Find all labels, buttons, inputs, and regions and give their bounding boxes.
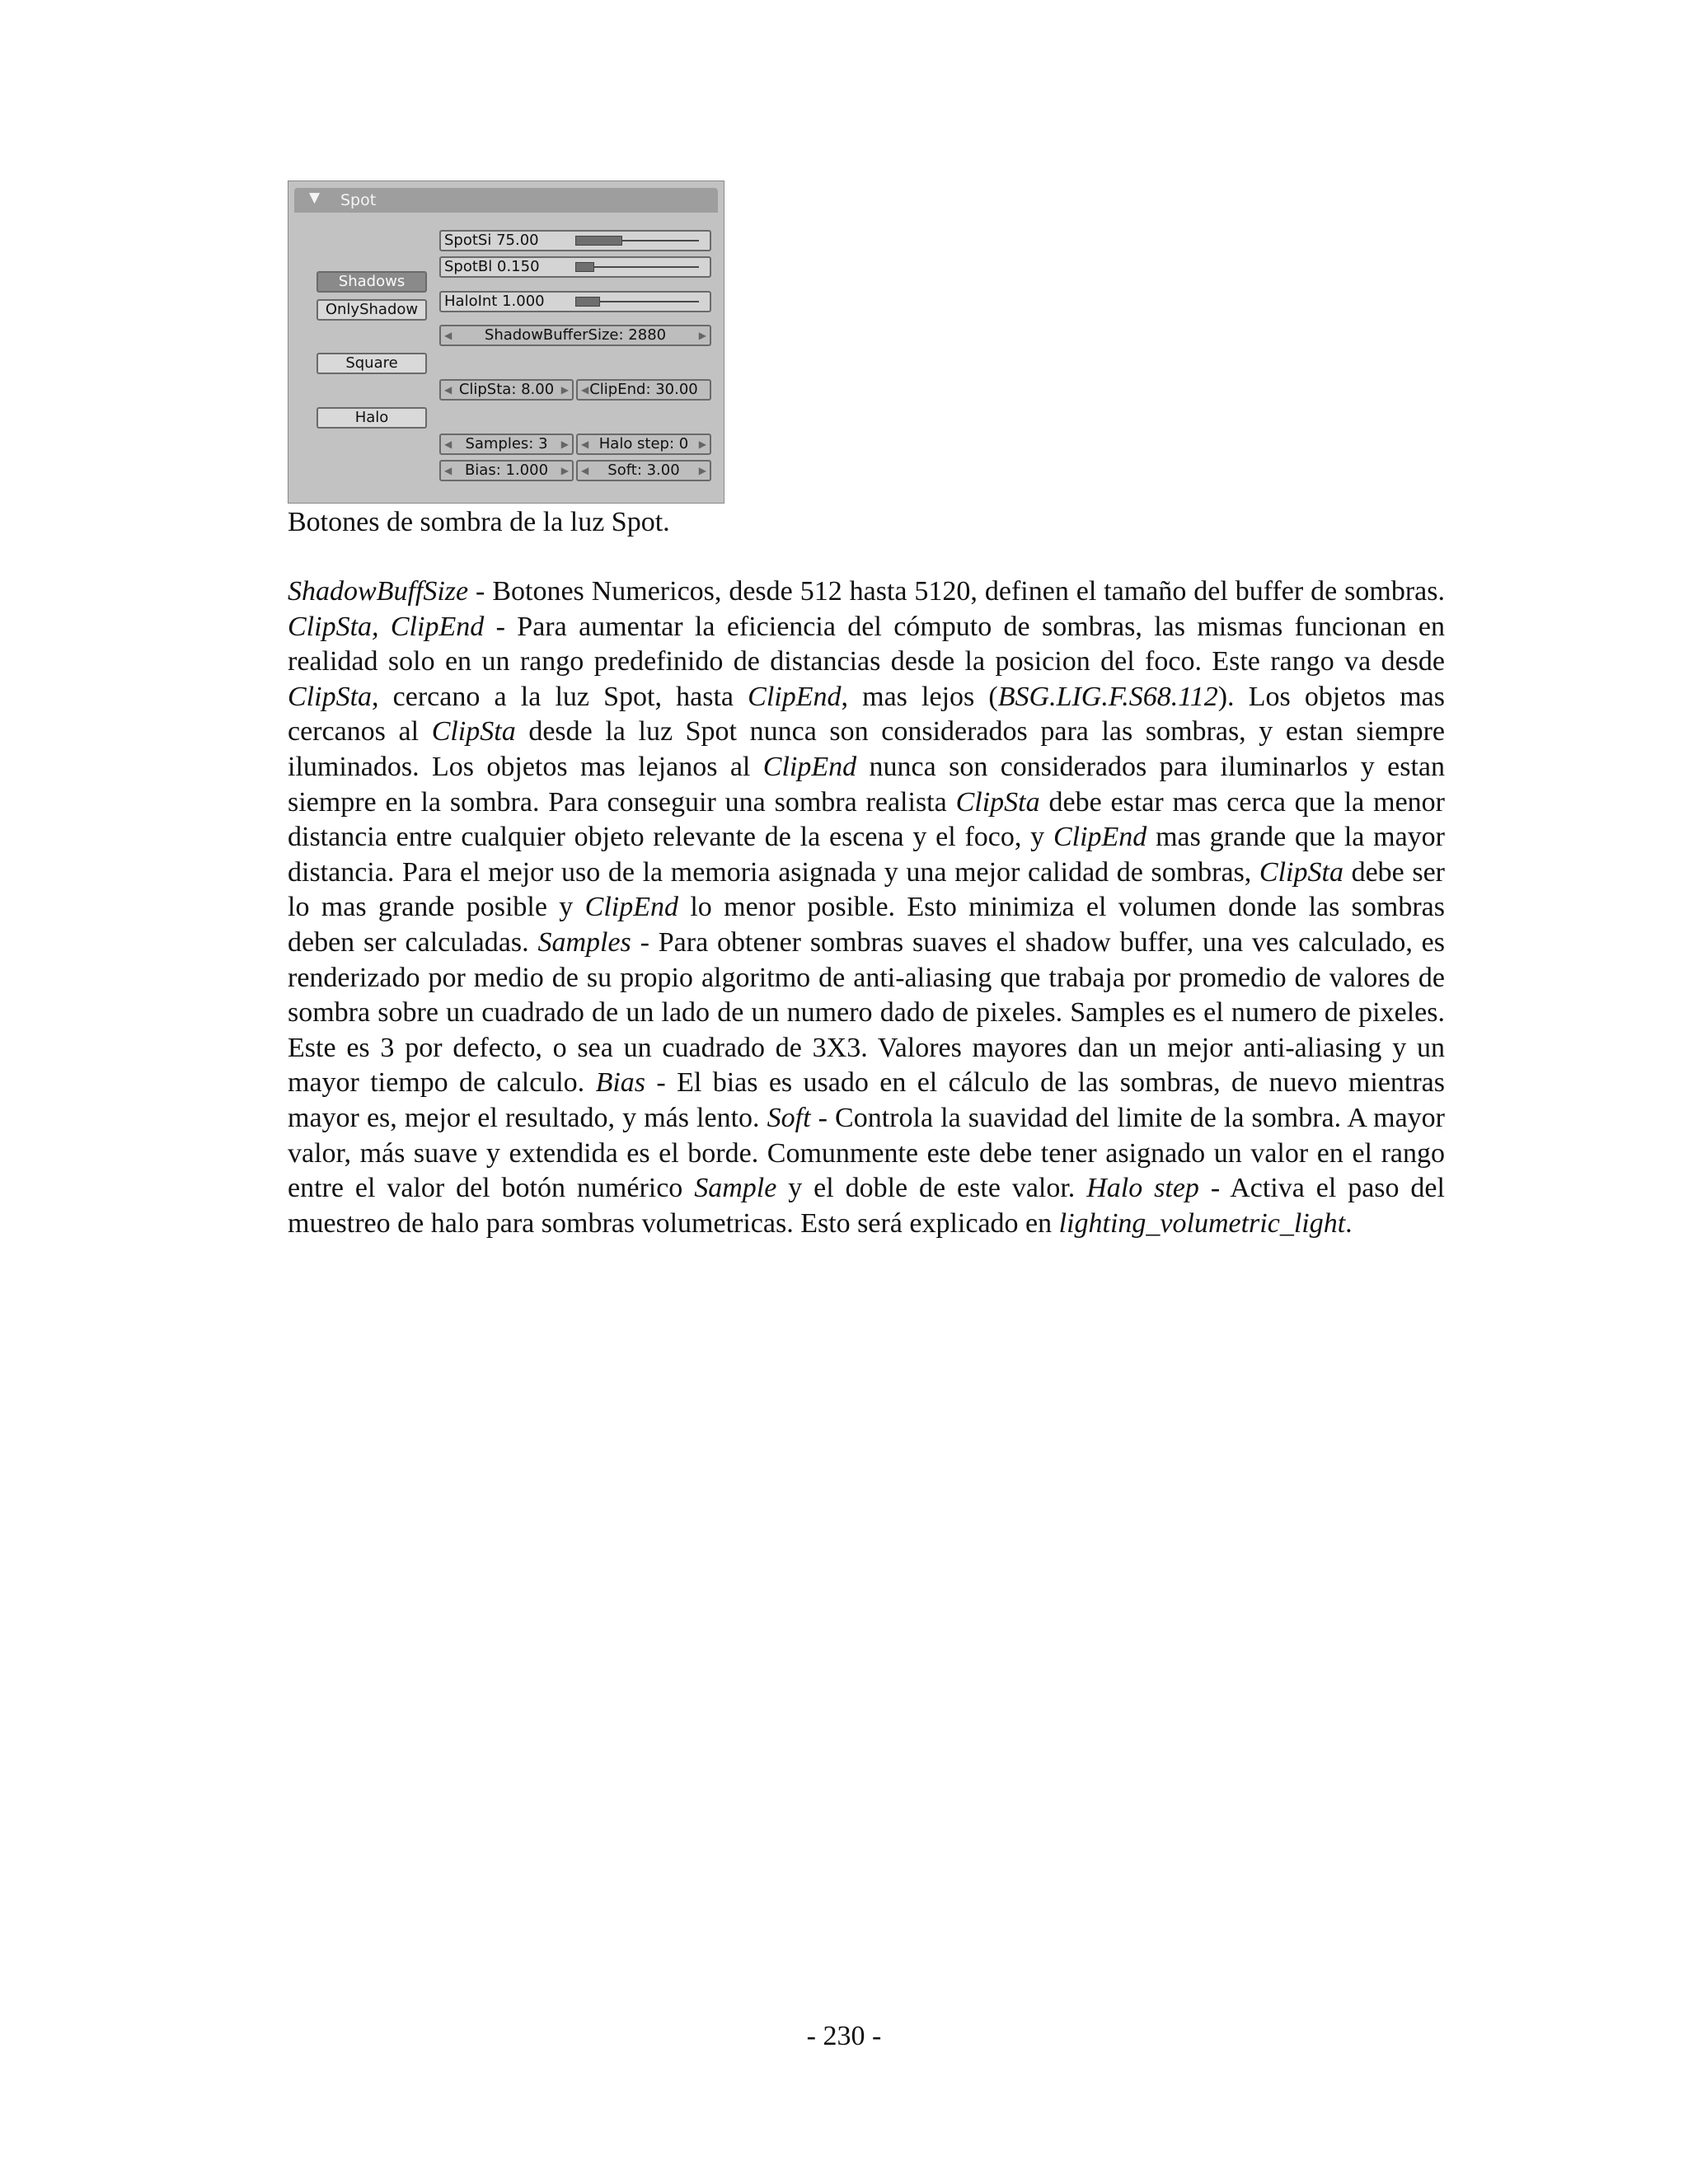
text-run: ). Los objetos mas cercanos al [288,681,1445,748]
text-run: - Para obtener sombras suaves el shadow buffer, una ves calculado, es renderizado por medio de su propio algoritmo de anti-aliasing que trabaja por promedio de valores de sombra sobre un cuadrado de un lado de un numero dado de pixeles. Samples es el numero de pixeles. Este es 3 por defecto, o sea un cuadrado de 3X3. Valores mayores dan un mejor anti-aliasing y un mayor tiempo de calculo. [288,926,1446,1099]
spot-blend-slider[interactable] [439,256,711,278]
arrow-left-icon[interactable]: ◀ [581,465,589,476]
slider-fill[interactable] [575,262,594,272]
arrow-right-icon[interactable]: ▶ [560,438,569,450]
term: Sample [694,1173,777,1204]
term: ClipSta [431,716,516,748]
text-run: - Botones Numericos, desde 512 hasta 5120, definen el tamaño del buffer de sombras. [468,576,1445,607]
clip-start-value: ClipSta: 8.00 [458,381,555,398]
term: Soft [767,1102,811,1133]
panel-header[interactable] [294,188,718,213]
arrow-right-icon[interactable]: ▶ [698,438,706,450]
samples-value: Samples: 3 [465,435,548,452]
page-number: - 230 - [806,2021,882,2051]
text-run: debe ser lo mas grande posible y [288,856,1446,923]
term: ClipEnd [584,892,678,923]
term: ClipSta [955,786,1040,818]
halo-intensity-label: HaloInt 1.000 [444,293,545,310]
halo-intensity-slider[interactable] [439,291,711,312]
only-shadow-toggle[interactable]: OnlyShadow [316,299,427,321]
spot-blend-label: SpotBl 0.150 [444,258,540,275]
soft-field[interactable] [576,460,711,481]
slider-fill[interactable] [575,236,622,246]
slider-fill[interactable] [575,297,600,307]
shadows-toggle[interactable]: Shadows [316,271,427,293]
clip-end-field[interactable] [576,379,711,401]
term: ShadowBuffSize [288,576,469,607]
text-run: debe estar mas cerca que la menor distancia entre cualquier objeto relevante de la escena y el foco, y [288,786,1445,853]
clip-end-value: ClipEnd: 30.00 [589,381,698,398]
text-run: - Controla la suavidad del limite de la sombra. A mayor valor, más suave y extendida es el borde. Comunmente este debe tener asignado un valor en el rango entre el valor del botón numérico [288,1102,1445,1204]
spot-size-slider[interactable] [439,230,711,251]
arrow-left-icon[interactable]: ◀ [444,384,452,396]
bias-value: Bias: 1.000 [464,462,549,479]
samples-field[interactable] [439,434,574,455]
text-run: , cercano a la luz Spot, hasta [372,681,748,712]
bias-field[interactable] [439,460,574,481]
arrow-left-icon[interactable]: ◀ [444,330,452,341]
term: ClipEnd [748,681,842,712]
text-run: y el doble de este valor. [776,1173,1087,1204]
term: ClipSta [1259,856,1343,888]
soft-value: Soft: 3.00 [607,462,680,479]
arrow-right-icon[interactable]: ▶ [698,330,706,341]
text-run: - Para aumentar la eficiencia del cómputo de sombras, las mismas funcionan en realidad solo en un rango predefinido de distancias desde la posicion del foco. Este rango va desde [288,611,1446,677]
term: ClipEnd [1053,822,1147,853]
halo-step-value: Halo step: 0 [598,435,689,452]
figure-reference: BSG.LIG.F.S68.112 [997,681,1218,712]
spot-size-label: SpotSi 75.00 [444,232,539,249]
collapse-triangle-icon[interactable]: ▼ [309,190,321,206]
text-run: desde la luz Spot nunca son considerados para las sombras, y estan siempre iluminados. Los objetos mas lejanos al [288,716,1445,782]
arrow-left-icon[interactable]: ◀ [581,384,589,396]
term: Samples [537,926,631,958]
arrow-left-icon[interactable]: ◀ [444,438,452,450]
clip-start-field[interactable] [439,379,574,401]
arrow-right-icon[interactable]: ▶ [560,384,569,396]
arrow-right-icon[interactable]: ▶ [560,465,569,476]
term: ClipSta [288,681,373,712]
text-run: - El bias es usado en el cálculo de las sombras, de nuevo mientras mayor es, mejor el resultado, y más lento. [288,1067,1445,1133]
text-run: nunca son considerados para iluminarlos y estan siempre en la sombra. Para conseguir una sombra realista [288,751,1446,818]
text-run: mas grande que la mayor distancia. Para el mejor uso de la memoria asignada y una mejor calidad de sombras, [288,822,1446,888]
arrow-right-icon[interactable]: ▶ [698,465,706,476]
halo-step-field[interactable] [576,434,711,455]
halo-toggle[interactable]: Halo [316,407,427,429]
shadow-buffer-size-value: ShadowBufferSize: 2880 [484,326,667,344]
body-paragraph [288,574,1445,1241]
arrow-left-icon[interactable]: ◀ [581,438,589,450]
figure-caption: Botones de sombra de la luz Spot. [288,507,670,537]
text-run: . [1345,1207,1353,1239]
term: Halo step [1086,1173,1199,1204]
term: ClipSta, ClipEnd [288,611,485,642]
arrow-left-icon[interactable]: ◀ [444,465,452,476]
text-run: lo menor posible. Esto minimiza el volumen donde las sombras deben ser calculadas. [288,892,1445,958]
text-run: , mas lejos ( [841,681,998,712]
term: ClipEnd [762,751,857,782]
square-toggle[interactable]: Square [316,353,427,374]
text-run: - Activa el paso del muestreo de halo para sombras volumetricas. Esto será explicado en [288,1173,1445,1239]
link-reference: lighting_volumetric_light [1058,1207,1346,1239]
panel-title: Spot [340,191,377,209]
shadow-buffer-size-field[interactable] [439,325,711,346]
term: Bias [595,1067,646,1099]
spot-panel-screenshot [288,180,724,504]
